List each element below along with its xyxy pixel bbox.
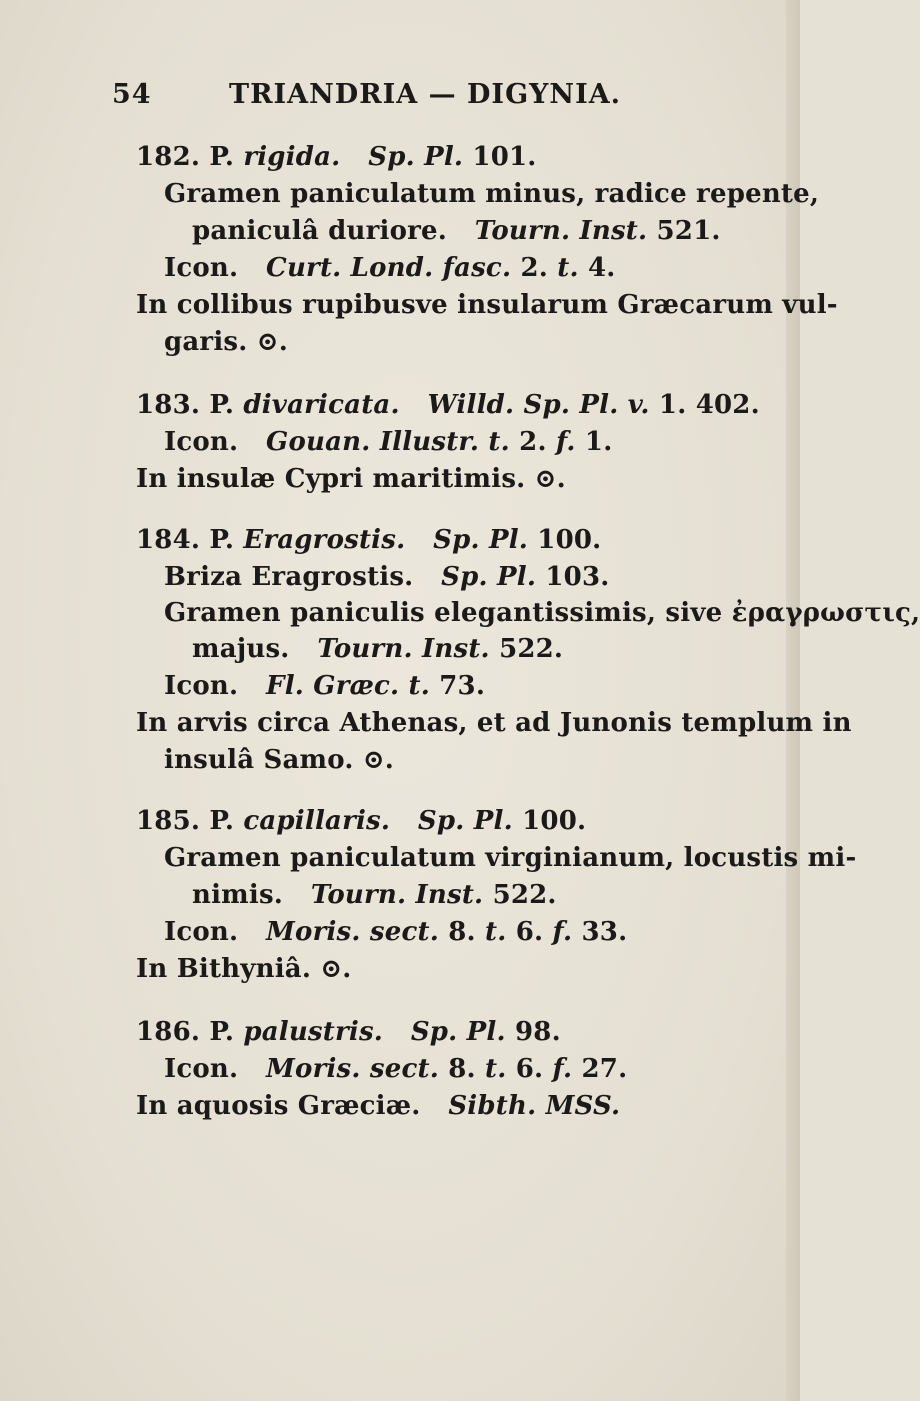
entry-184-heading: 184. P. Eragrostis. Sp. Pl. 100.: [136, 525, 602, 555]
entry-186-heading: 186. P. palustris. Sp. Pl. 98.: [136, 1017, 561, 1047]
entry-184-synonym-2: Gramen paniculis elegantissimis, sive ἐραγρωστις,: [164, 598, 920, 628]
entry-185-synonym: Gramen paniculatum virginianum, locustis mi-: [164, 843, 857, 873]
entry-186-icon: Icon. Moris. sect. 8. t. 6. f. 27.: [164, 1054, 628, 1084]
page-number: 54: [112, 79, 152, 110]
entry-182-habitat: In collibus rupibusve insularum Græcarum vul-: [136, 290, 838, 320]
page-edge-shadow: [786, 0, 800, 1401]
entry-182-synonym-cont: paniculâ duriore. Tourn. Inst. 521.: [192, 216, 721, 246]
entry-186-habitat: In aquosis Græciæ. Sibth. MSS.: [136, 1091, 621, 1121]
entry-185-habitat: In Bithyniâ. ⊙.: [136, 954, 352, 984]
entry-182-habitat-cont: garis. ⊙.: [164, 327, 288, 357]
entry-184-habitat: In arvis circa Athenas, et ad Junonis templum in: [136, 708, 852, 738]
entry-183-habitat: In insulæ Cypri maritimis. ⊙.: [136, 464, 566, 494]
running-head: TRIANDRIA — DIGYNIA.: [229, 79, 622, 110]
entry-184-synonym: Briza Eragrostis. Sp. Pl. 103.: [164, 562, 610, 592]
entry-182-icon: Icon. Curt. Lond. fasc. 2. t. 4.: [164, 253, 616, 283]
entry-182-synonym: Gramen paniculatum minus, radice repente,: [164, 179, 820, 209]
page-header: [112, 79, 622, 119]
entry-184-icon: Icon. Fl. Græc. t. 73.: [164, 671, 486, 701]
entry-185-icon: Icon. Moris. sect. 8. t. 6. f. 33.: [164, 917, 628, 947]
entry-183-icon: Icon. Gouan. Illustr. t. 2. f. 1.: [164, 427, 613, 457]
entry-185-heading: 185. P. capillaris. Sp. Pl. 100.: [136, 806, 587, 836]
entry-185-synonym-cont: nimis. Tourn. Inst. 522.: [192, 880, 557, 910]
entry-182-heading: 182. P. rigida. Sp. Pl. 101.: [136, 142, 537, 172]
entry-183-heading: 183. P. divaricata. Willd. Sp. Pl. v. 1. 402.: [136, 390, 760, 420]
entry-184-synonym-2-cont: majus. Tourn. Inst. 522.: [192, 634, 564, 664]
entry-184-habitat-cont: insulâ Samo. ⊙.: [164, 745, 395, 775]
